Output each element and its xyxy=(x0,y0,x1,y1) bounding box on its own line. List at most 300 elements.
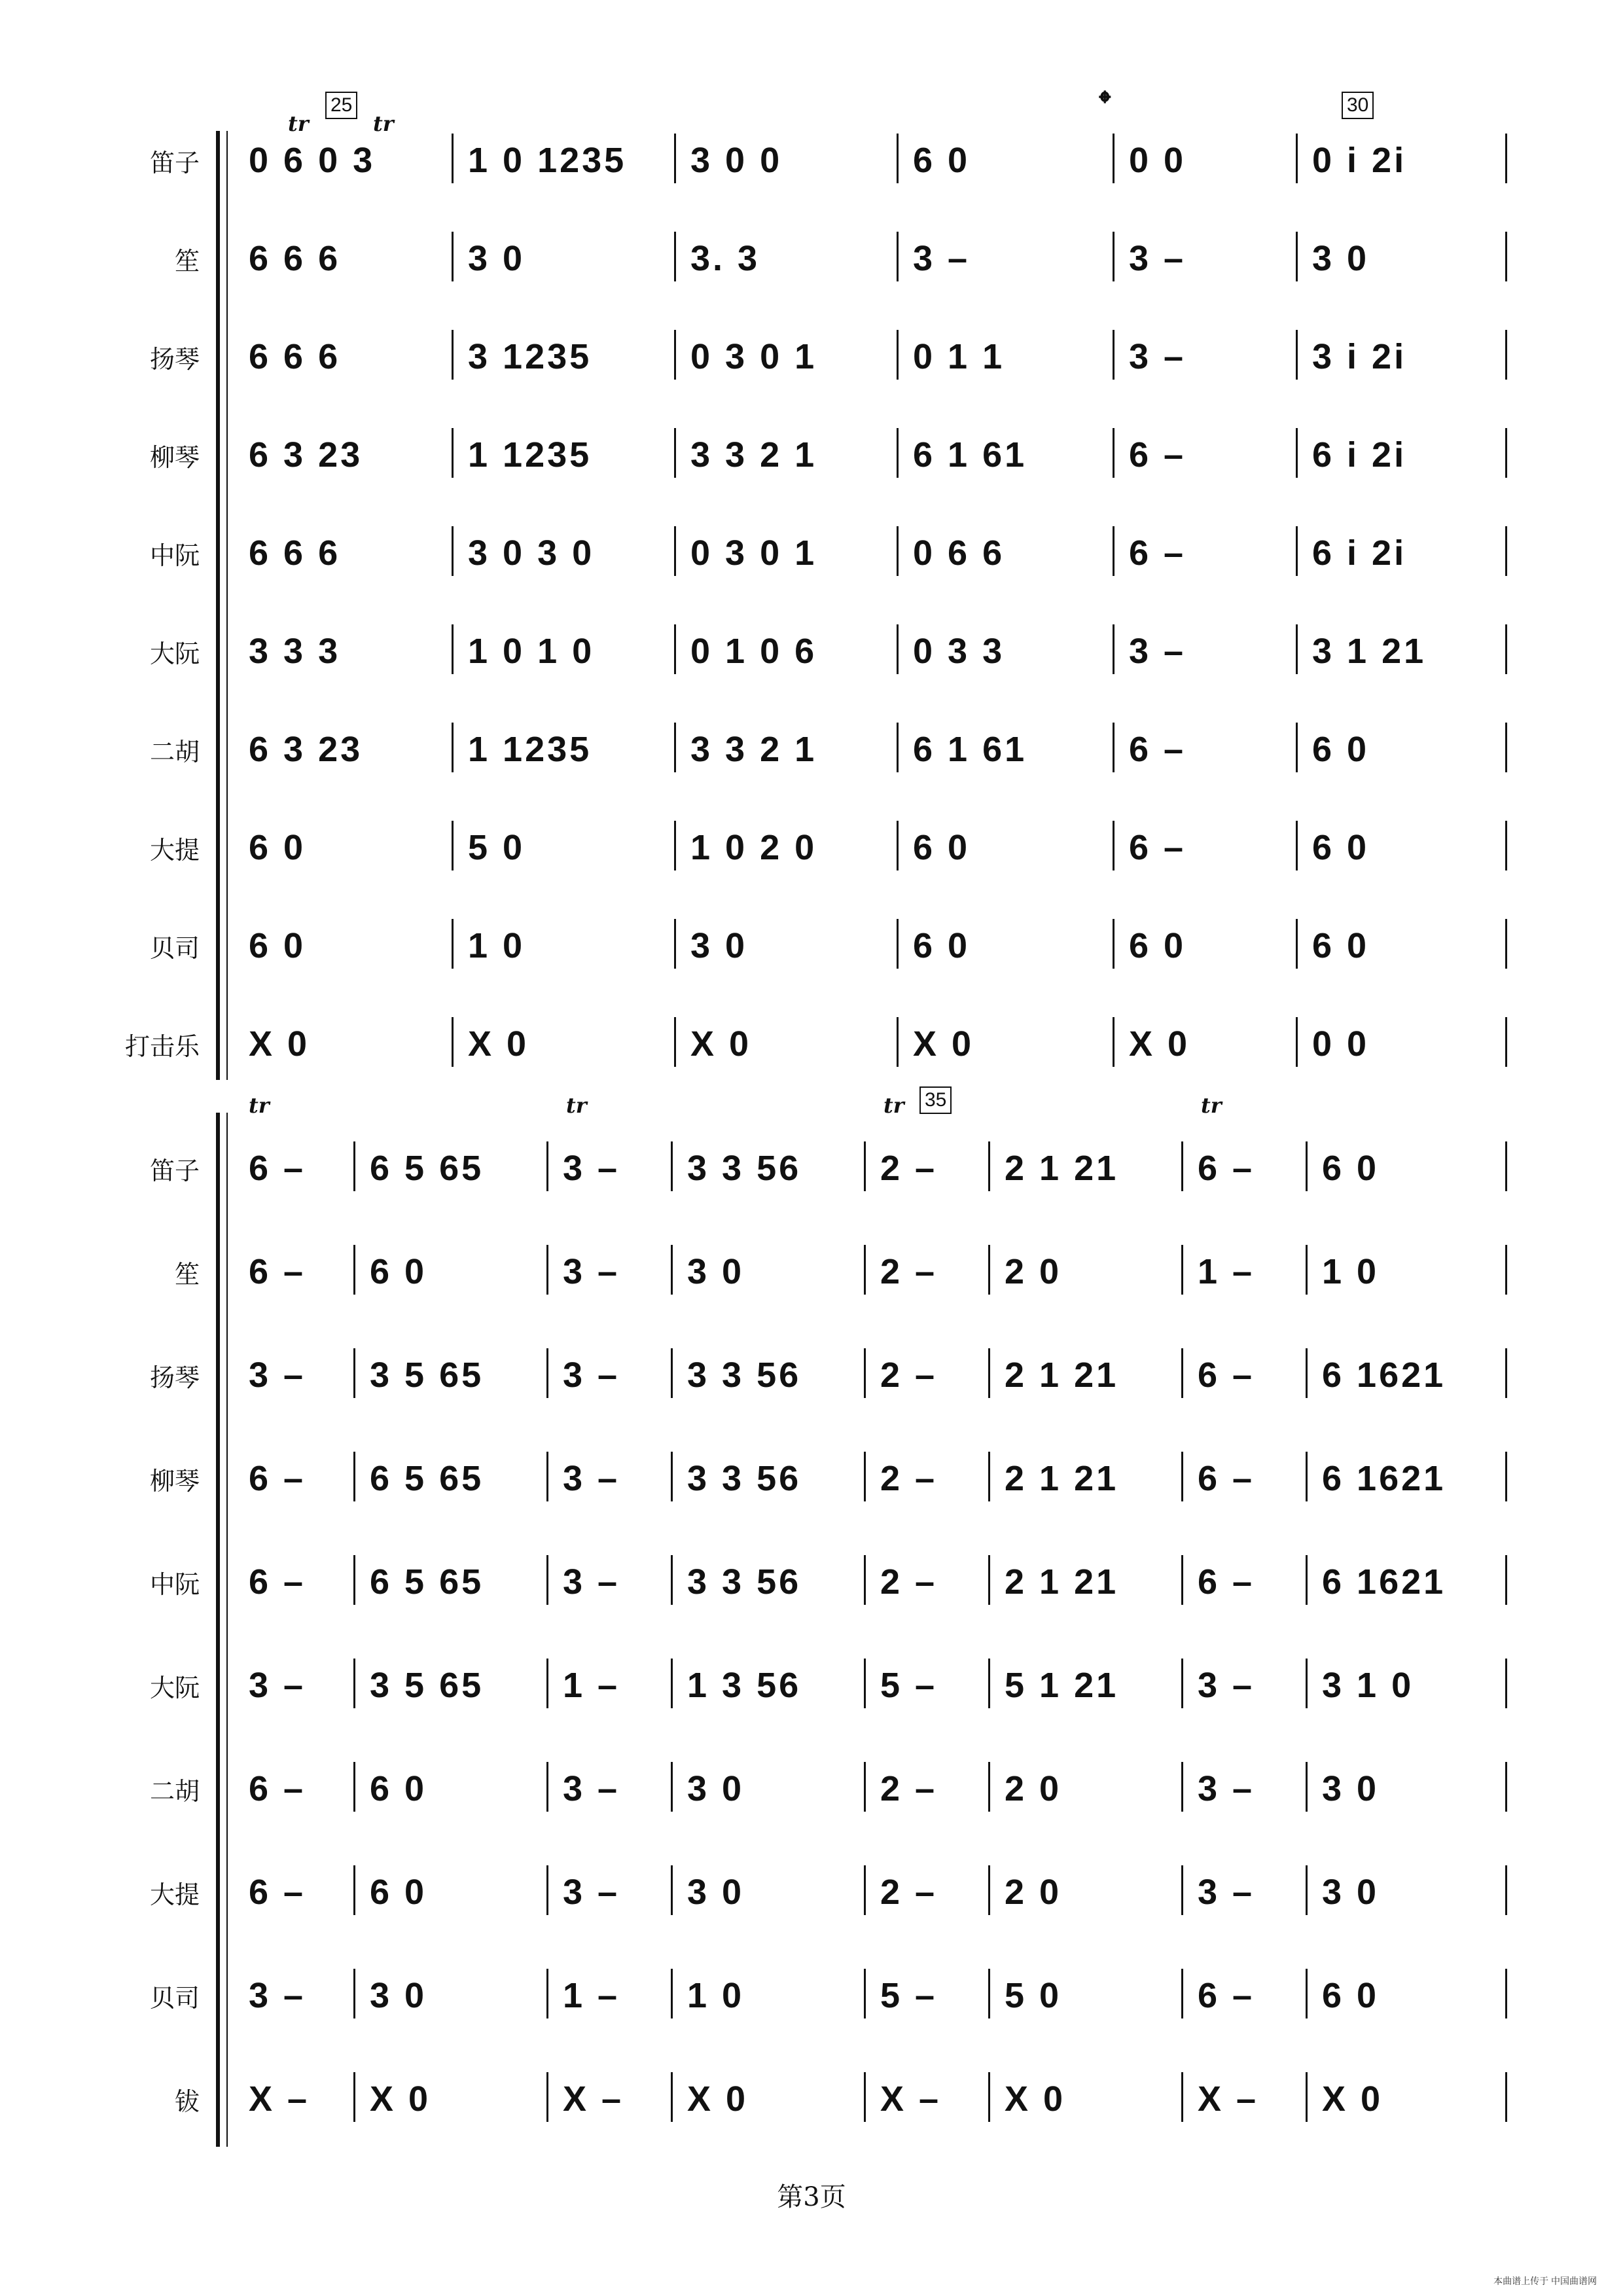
measure: 5 – xyxy=(880,1666,938,1705)
measure: 5 0 xyxy=(1005,1976,1062,2015)
barline xyxy=(546,1452,548,1501)
barline xyxy=(452,330,454,380)
measure: 6 – xyxy=(249,1562,306,1602)
barline xyxy=(1505,1245,1507,1295)
barline xyxy=(1181,1555,1183,1605)
barline xyxy=(671,1969,673,2018)
measure: 3 – xyxy=(563,1149,620,1188)
measure: 0 3 0 1 xyxy=(690,533,817,573)
barline xyxy=(674,428,676,478)
barline xyxy=(1296,723,1298,772)
measure: X – xyxy=(563,2079,624,2119)
staff-row xyxy=(0,812,1623,877)
measure: X 0 xyxy=(468,1024,529,1064)
barline xyxy=(674,526,676,576)
measure: 3 – xyxy=(249,1355,306,1395)
measure: 6 0 xyxy=(370,1769,427,1808)
measure: 0 3 0 1 xyxy=(690,337,817,376)
barline xyxy=(1296,919,1298,969)
instrument-label: 大提 xyxy=(149,836,200,865)
measure: 6 3 23 xyxy=(249,730,363,769)
trill-mark: tr xyxy=(566,1093,587,1118)
measure: 3 0 xyxy=(687,1769,745,1808)
measure: 6 – xyxy=(249,1149,306,1188)
upload-credit: 本曲谱上传于 中国曲谱网 xyxy=(1493,2276,1597,2286)
measure: 2 – xyxy=(880,1459,938,1498)
barline xyxy=(353,1969,355,2018)
barline xyxy=(897,1017,899,1067)
barline xyxy=(988,1659,990,1708)
measure: X 0 xyxy=(690,1024,752,1064)
coda-sign: 𝄌 xyxy=(1099,86,1111,120)
measure: 0 0 xyxy=(1312,1024,1370,1064)
barline xyxy=(1113,526,1115,576)
barline xyxy=(452,624,454,674)
measure: 6 0 xyxy=(1322,1976,1380,2015)
measure: 6 0 xyxy=(1312,730,1370,769)
barline xyxy=(1113,330,1115,380)
barline xyxy=(674,134,676,183)
staff-row xyxy=(0,1856,1623,1922)
measure: 3 3 2 1 xyxy=(690,730,817,769)
rehearsal-mark: 30 xyxy=(1342,92,1374,119)
barline xyxy=(1296,134,1298,183)
measure: 3 5 65 xyxy=(370,1355,484,1395)
staff-row xyxy=(0,1546,1623,1611)
measure: 3 – xyxy=(1129,632,1186,671)
instrument-label: 二胡 xyxy=(149,1777,200,1806)
barline xyxy=(452,1017,454,1067)
measure: 6 1621 xyxy=(1322,1562,1446,1602)
measure: 1 1235 xyxy=(468,435,592,475)
barline xyxy=(546,1141,548,1191)
barline xyxy=(1181,1452,1183,1501)
instrument-label: 柳琴 xyxy=(149,1467,200,1496)
barline xyxy=(1181,1659,1183,1708)
measure: 6 – xyxy=(249,1873,306,1912)
barline xyxy=(1505,723,1507,772)
measure: 3 5 65 xyxy=(370,1666,484,1705)
instrument-label: 大阮 xyxy=(149,639,200,668)
measure: 6 6 6 xyxy=(249,337,341,376)
barline xyxy=(1296,1017,1298,1067)
measure: 6 – xyxy=(249,1252,306,1291)
barline xyxy=(452,232,454,281)
barline xyxy=(897,919,899,969)
measure: 3 – xyxy=(1129,239,1186,278)
instrument-label: 贝司 xyxy=(149,934,200,963)
staff-row xyxy=(0,1008,1623,1073)
measure: 6 i 2i xyxy=(1312,435,1407,475)
measure: 1 1235 xyxy=(468,730,592,769)
instrument-label: 打击乐 xyxy=(124,1032,200,1061)
measure: 2 – xyxy=(880,1769,938,1808)
measure: 0 6 0 3 xyxy=(249,141,376,180)
barline xyxy=(1181,1865,1183,1915)
barline xyxy=(1296,232,1298,281)
barline xyxy=(1505,232,1507,281)
staff-row xyxy=(0,517,1623,583)
measure: 2 0 xyxy=(1005,1873,1062,1912)
measure: 3 0 3 0 xyxy=(468,533,595,573)
measure: 3 0 xyxy=(690,926,748,965)
measure: X 0 xyxy=(1129,1024,1190,1064)
trill-mark: tr xyxy=(373,111,394,136)
trill-mark: tr xyxy=(1201,1093,1222,1118)
measure: 6 – xyxy=(1198,1355,1255,1395)
measure: 3. 3 xyxy=(690,239,760,278)
barline xyxy=(671,1348,673,1398)
barline xyxy=(897,723,899,772)
instrument-label: 笙 xyxy=(174,1260,200,1289)
barline xyxy=(897,134,899,183)
measure: 2 – xyxy=(880,1252,938,1291)
barline xyxy=(1306,1141,1308,1191)
measure: 2 – xyxy=(880,1149,938,1188)
measure: 3 – xyxy=(1198,1769,1255,1808)
barline xyxy=(864,1659,866,1708)
barline xyxy=(1505,1141,1507,1191)
measure: 3 3 3 xyxy=(249,632,341,671)
barline xyxy=(353,1452,355,1501)
measure: 6 6 6 xyxy=(249,533,341,573)
measure: 3 – xyxy=(563,1355,620,1395)
instrument-label: 扬琴 xyxy=(149,1363,200,1392)
barline xyxy=(864,1452,866,1501)
instrument-label: 柳琴 xyxy=(149,443,200,472)
barline xyxy=(452,526,454,576)
barline xyxy=(1505,134,1507,183)
barline xyxy=(1505,1348,1507,1398)
barline xyxy=(671,1245,673,1295)
measure: 3 3 56 xyxy=(687,1149,802,1188)
instrument-label: 中阮 xyxy=(149,1570,200,1599)
barline xyxy=(353,1865,355,1915)
barline xyxy=(1113,821,1115,870)
barline xyxy=(671,1452,673,1501)
barline xyxy=(988,1762,990,1812)
barline xyxy=(671,1865,673,1915)
staff-row xyxy=(0,124,1623,190)
instrument-label: 笛子 xyxy=(149,1157,200,1185)
measure: 6 – xyxy=(249,1769,306,1808)
measure: 1 0 xyxy=(687,1976,745,2015)
measure: 6 – xyxy=(1129,533,1186,573)
trill-mark: tr xyxy=(249,1093,270,1118)
measure: X 0 xyxy=(249,1024,310,1064)
barline xyxy=(864,2072,866,2122)
barline xyxy=(1505,624,1507,674)
barline xyxy=(1296,526,1298,576)
measure: 3 – xyxy=(913,239,971,278)
measure: 1 3 56 xyxy=(687,1666,802,1705)
barline xyxy=(988,2072,990,2122)
measure: 6 – xyxy=(1129,730,1186,769)
staff-row xyxy=(0,2063,1623,2128)
measure: 1 0 xyxy=(1322,1252,1380,1291)
barline xyxy=(897,428,899,478)
measure: 1 0 1 0 xyxy=(468,632,595,671)
barline xyxy=(353,1762,355,1812)
barline xyxy=(452,428,454,478)
staff-row xyxy=(0,1649,1623,1715)
measure: 3 0 0 xyxy=(690,141,783,180)
barline xyxy=(674,624,676,674)
measure: 6 0 xyxy=(913,926,971,965)
measure: 3 – xyxy=(563,1873,620,1912)
barline xyxy=(897,330,899,380)
barline xyxy=(671,1659,673,1708)
measure: 6 0 xyxy=(1322,1149,1380,1188)
measure: 2 1 21 xyxy=(1005,1355,1119,1395)
staff-row xyxy=(0,1960,1623,2025)
measure: 6 – xyxy=(1129,828,1186,867)
barline xyxy=(671,1762,673,1812)
barline xyxy=(988,1969,990,2018)
measure: 6 – xyxy=(1198,1562,1255,1602)
measure: X 0 xyxy=(1005,2079,1066,2119)
barline xyxy=(671,1141,673,1191)
barline xyxy=(864,1555,866,1605)
barline xyxy=(988,1348,990,1398)
measure: 3 – xyxy=(1198,1666,1255,1705)
measure: 0 1 0 6 xyxy=(690,632,817,671)
barline xyxy=(1296,821,1298,870)
measure: X 0 xyxy=(687,2079,749,2119)
measure: 6 1 61 xyxy=(913,730,1027,769)
staff-row xyxy=(0,1443,1623,1508)
instrument-label: 大提 xyxy=(149,1880,200,1909)
measure: X 0 xyxy=(370,2079,431,2119)
measure: 2 0 xyxy=(1005,1769,1062,1808)
barline xyxy=(864,1348,866,1398)
staff-row xyxy=(0,1339,1623,1405)
barline xyxy=(1296,428,1298,478)
barline xyxy=(452,919,454,969)
measure: 6 0 xyxy=(249,926,306,965)
barline xyxy=(864,1969,866,2018)
measure: 6 – xyxy=(1198,1459,1255,1498)
measure: 6 5 65 xyxy=(370,1562,484,1602)
barline xyxy=(1181,1348,1183,1398)
score-system-1 xyxy=(0,85,1623,1086)
measure: 2 – xyxy=(880,1873,938,1912)
staff-row xyxy=(0,910,1623,975)
barline xyxy=(546,1245,548,1295)
measure: 3 – xyxy=(563,1769,620,1808)
measure: 2 1 21 xyxy=(1005,1149,1119,1188)
measure: 5 0 xyxy=(468,828,526,867)
measure: 3 i 2i xyxy=(1312,337,1407,376)
barline xyxy=(674,919,676,969)
barline xyxy=(546,1555,548,1605)
trill-mark: tr xyxy=(288,111,309,136)
measure: 1 0 2 0 xyxy=(690,828,817,867)
barline xyxy=(546,1865,548,1915)
barline xyxy=(1505,821,1507,870)
measure: 2 0 xyxy=(1005,1252,1062,1291)
barline xyxy=(1505,330,1507,380)
barline xyxy=(546,1348,548,1398)
measure: 6 0 xyxy=(1312,828,1370,867)
measure: 0 6 6 xyxy=(913,533,1005,573)
barline xyxy=(1113,1017,1115,1067)
barline xyxy=(1505,2072,1507,2122)
measure: 6 1621 xyxy=(1322,1355,1446,1395)
measure: 3 3 56 xyxy=(687,1459,802,1498)
measure: 3 0 xyxy=(687,1873,745,1912)
measure: 6 0 xyxy=(913,141,971,180)
barline xyxy=(546,1659,548,1708)
measure: 3 0 xyxy=(370,1976,427,2015)
instrument-label: 中阮 xyxy=(149,541,200,570)
barline xyxy=(353,2072,355,2122)
barline xyxy=(1306,1969,1308,2018)
barline xyxy=(1113,232,1115,281)
staff-row xyxy=(0,321,1623,386)
barline xyxy=(1505,1762,1507,1812)
barline xyxy=(671,1555,673,1605)
barline xyxy=(1113,919,1115,969)
measure: 3 – xyxy=(563,1459,620,1498)
measure: 6 i 2i xyxy=(1312,533,1407,573)
measure: 3 0 xyxy=(687,1252,745,1291)
measure: X – xyxy=(249,2079,310,2119)
measure: 3 0 xyxy=(1322,1873,1380,1912)
barline xyxy=(988,1141,990,1191)
staff-row xyxy=(0,223,1623,288)
rehearsal-mark: 25 xyxy=(325,92,357,119)
barline xyxy=(1306,1865,1308,1915)
measure: 6 6 6 xyxy=(249,239,341,278)
barline xyxy=(897,624,899,674)
barline xyxy=(1306,1659,1308,1708)
barline xyxy=(1113,428,1115,478)
barline xyxy=(1505,919,1507,969)
barline xyxy=(674,330,676,380)
barline xyxy=(1505,526,1507,576)
measure: 1 – xyxy=(563,1976,620,2015)
measure: 6 5 65 xyxy=(370,1459,484,1498)
barline xyxy=(1306,1245,1308,1295)
staff-row xyxy=(0,1236,1623,1301)
barline xyxy=(671,2072,673,2122)
measure: 5 – xyxy=(880,1976,938,2015)
barline xyxy=(674,232,676,281)
measure: 0 0 xyxy=(1129,141,1186,180)
barline xyxy=(864,1762,866,1812)
measure: 0 1 1 xyxy=(913,337,1005,376)
barline xyxy=(1181,1245,1183,1295)
barline xyxy=(1181,1969,1183,2018)
measure: 6 – xyxy=(1129,435,1186,475)
measure: 6 – xyxy=(1198,1976,1255,2015)
measure: 6 0 xyxy=(1312,926,1370,965)
barline xyxy=(988,1555,990,1605)
instrument-label: 笛子 xyxy=(149,149,200,177)
measure: 3 0 xyxy=(468,239,526,278)
measure: 2 1 21 xyxy=(1005,1459,1119,1498)
measure: X 0 xyxy=(913,1024,974,1064)
measure: 3 – xyxy=(249,1976,306,2015)
barline xyxy=(353,1245,355,1295)
barline xyxy=(1306,2072,1308,2122)
staff-row xyxy=(0,1132,1623,1198)
staff-row xyxy=(0,1753,1623,1818)
instrument-label: 二胡 xyxy=(149,738,200,766)
trill-mark: tr xyxy=(883,1093,904,1118)
measure: 5 1 21 xyxy=(1005,1666,1119,1705)
barline xyxy=(897,526,899,576)
barline xyxy=(1181,2072,1183,2122)
score-system-2 xyxy=(0,1089,1623,2153)
measure: 3 – xyxy=(563,1252,620,1291)
measure: 3 3 2 1 xyxy=(690,435,817,475)
barline xyxy=(546,1762,548,1812)
measure: 6 0 xyxy=(1129,926,1186,965)
barline xyxy=(1306,1348,1308,1398)
staff-row xyxy=(0,713,1623,779)
measure: 2 1 21 xyxy=(1005,1562,1119,1602)
measure: 6 0 xyxy=(249,828,306,867)
barline xyxy=(353,1348,355,1398)
barline xyxy=(897,821,899,870)
measure: 6 – xyxy=(1198,1149,1255,1188)
measure: 6 – xyxy=(249,1459,306,1498)
barline xyxy=(353,1141,355,1191)
barline xyxy=(1505,1017,1507,1067)
measure: 3 – xyxy=(563,1562,620,1602)
barline xyxy=(546,1969,548,2018)
barline xyxy=(1505,1865,1507,1915)
measure: 3 1 0 xyxy=(1322,1666,1414,1705)
barline xyxy=(674,1017,676,1067)
barline xyxy=(1306,1452,1308,1501)
staff-row xyxy=(0,615,1623,681)
barline xyxy=(988,1245,990,1295)
measure: 6 0 xyxy=(913,828,971,867)
page-number: 第3页 xyxy=(777,2182,846,2212)
barline xyxy=(1505,1555,1507,1605)
staff-row xyxy=(0,419,1623,484)
barline xyxy=(674,723,676,772)
barline xyxy=(864,1865,866,1915)
barline xyxy=(353,1659,355,1708)
barline xyxy=(1296,624,1298,674)
barline xyxy=(1181,1141,1183,1191)
measure: 3 3 56 xyxy=(687,1562,802,1602)
measure: 2 – xyxy=(880,1355,938,1395)
measure: 3 – xyxy=(249,1666,306,1705)
barline xyxy=(864,1245,866,1295)
barline xyxy=(452,821,454,870)
barline xyxy=(1181,1762,1183,1812)
measure: 3 1235 xyxy=(468,337,592,376)
instrument-label: 贝司 xyxy=(149,1984,200,2013)
barline xyxy=(988,1452,990,1501)
measure: 3 – xyxy=(1198,1873,1255,1912)
barline xyxy=(988,1865,990,1915)
barline xyxy=(864,1141,866,1191)
barline xyxy=(1113,624,1115,674)
measure: 1 0 xyxy=(468,926,526,965)
barline xyxy=(353,1555,355,1605)
barline xyxy=(1113,134,1115,183)
measure: 3 – xyxy=(1129,337,1186,376)
measure: 0 3 3 xyxy=(913,632,1005,671)
rehearsal-mark: 35 xyxy=(919,1086,952,1114)
instrument-label: 钹 xyxy=(174,2087,200,2116)
